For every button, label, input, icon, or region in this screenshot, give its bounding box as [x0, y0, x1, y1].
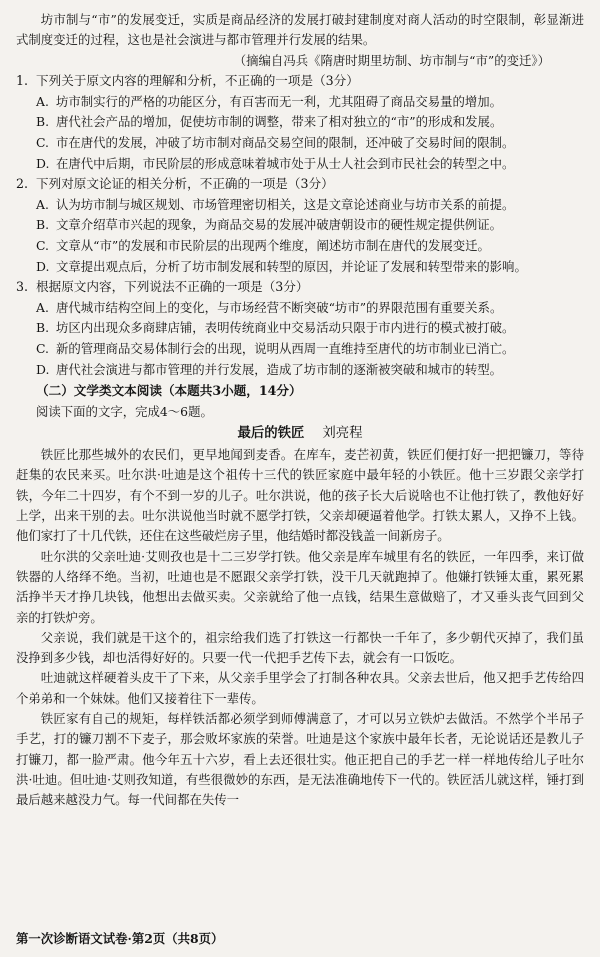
question-1	[16, 71, 584, 174]
option	[16, 318, 584, 339]
option	[16, 92, 584, 113]
option-letter: B.	[36, 217, 50, 233]
option-text: 在唐代中后期，市民阶层的形成意味着城市处于从士人社会到市民社会的转型之中。	[56, 155, 515, 171]
reading-instruction: 阅读下面的文字，完成4～6题。	[36, 404, 213, 420]
page-footer: 第一次诊断语文试卷·第2页（共8页）	[16, 931, 224, 946]
question-stem: 下列对原文论证的相关分析，不正确的一项是（3分）	[36, 176, 334, 192]
option-text: 文章从“市”的发展和市民阶层的出现两个维度，阐述坊市制在唐代的发展变迁。	[56, 237, 490, 253]
option-letter: D.	[36, 258, 50, 274]
question-3	[16, 277, 584, 380]
option	[16, 215, 584, 236]
story-paragraph: 铁匠比那些城外的农民们，更早地闻到麦香。在库车，麦芒初黄，铁匠们便打好一把把镰刀，等待赶集的农民来买。吐尔洪·吐迪是这个祖传十三代的铁匠家庭中最年轻的小铁匠。他十三岁跟父亲学打铁，今年二十四岁，有个不到一岁的儿子。吐尔洪说，他的孩子长大后说啥也不让他打铁了，教他好好上学，出来干别的去。吐尔洪说他当时就不愿学打铁，父亲却硬逼着他学。打铁太累人，又挣不上钱。他们家打了十几代铁，还住在这些破烂房子里，他结婚时都没钱盖一间新房子。	[16, 447, 584, 544]
option-letter: C.	[36, 340, 49, 356]
option-text: 文章介绍草市兴起的现象，为商品交易的发展冲破唐朝设市的硬性规定提供例证。	[56, 217, 503, 233]
story-title	[16, 422, 584, 445]
story-paragraph: 父亲说，我们就是干这个的，祖宗给我们选了打铁这一行都快一千年了，多少朝代灭掉了，我们虽没挣到多少钱，却也活得好好的。只要一代一代把手艺传下去，就会有一口饭吃。	[16, 629, 584, 666]
passage-conclusion: 坊市制与“市”的发展变迁，实质是商品经济的发展打破封建制度对商人活动的时空限制，彰显渐进式制度变迁的过程，这也是社会演进与都市管理并行发展的结果。	[16, 12, 584, 48]
option-letter: B.	[36, 114, 50, 130]
passage-citation: （摘编自冯兵《隋唐时期里坊制、坊市制与“市”的变迁》）	[233, 52, 550, 68]
story-author: 刘亮程	[322, 426, 363, 442]
question-2	[16, 174, 584, 277]
option-letter: A.	[36, 93, 49, 109]
option-letter: C.	[36, 135, 49, 150]
option	[16, 133, 584, 154]
question-stem: 根据原文内容，下列说法不正确的一项是（3分）	[36, 279, 309, 295]
story-paragraph: 吐迪就这样硬着头皮干了下来，从父亲手里学会了打制各种农具。父亲去世后，他又把手艺传给四个弟弟和一个妹妹。他们又接着往下一辈传。	[16, 670, 584, 706]
option-letter: D.	[36, 155, 50, 171]
option-letter: B.	[36, 320, 50, 336]
option	[16, 360, 584, 381]
option-text: 唐代城市结构空间上的变化，与市场经营不断突破“坊市”的界限范围有重要关系。	[56, 299, 503, 315]
option	[16, 236, 584, 257]
option-text: 唐代社会产品的增加，促使坊市制的调整，带来了相对独立的“市”的形成和发展。	[56, 114, 503, 130]
option	[16, 112, 584, 133]
option-text: 坊区内出现众多商肆店铺，表明传统商业中交易活动只限于市内进行的模式被打破。	[56, 320, 515, 336]
option	[16, 154, 584, 175]
question-number: 1.	[16, 73, 29, 89]
option-text: 认为坊市制与城区规划、市场管理密切相关，这是文章论述商业与坊市关系的前提。	[56, 196, 515, 212]
option	[16, 298, 584, 319]
story-paragraph: 铁匠家有自己的规矩，每样铁活都必须学到师傅满意了，才可以另立铁炉去做活。不然学个半吊子手艺，打的镰刀割不下麦子，那会败坏家族的荣誉。吐迪是这个家族中最年长者，无论说话还是教儿子打镰刀，都一脸严肃。他今年五十六岁，看上去还很壮实。他正把自己的手艺一样一样地传给儿子吐尔洪·吐迪。但吐迪·艾则孜知道，有些很微妙的东西，是无法准确地传下一代的。铁匠活儿就这样，锤打到最后越来越没力气。每一代间都在失传一	[16, 710, 584, 808]
option-letter: A.	[36, 299, 49, 315]
option-text: 新的管理商品交易体制行会的出现，说明从西周一直维持至唐代的坊市制业已消亡。	[56, 340, 515, 356]
question-number: 2.	[16, 176, 29, 192]
option	[16, 195, 584, 216]
option-letter: A.	[36, 196, 49, 212]
option-letter: C.	[36, 237, 49, 253]
option	[16, 257, 584, 278]
option-text: 市在唐代的发展，冲破了坊市制对商品交易空间的限制，还冲破了交易时间的限制。	[56, 135, 515, 150]
story-paragraph: 吐尔洪的父亲吐迪·艾则孜也是十二三岁学打铁。他父亲是库车城里有名的铁匠，一年四季，来订做铁器的人络绎不绝。当初，吐迪也是不愿跟父亲学打铁，没干几天就跑掉了。他嫌打铁锤太重，累死累活挣半天才挣几块钱，他想出去做买卖。父亲就给了他一点钱，结果生意做赔了，才又垂头丧气回到父亲的打铁炉旁。	[16, 548, 584, 625]
option-text: 坊市制实行的严格的功能区分，有百害而无一利，尤其阻碍了商品交易量的增加。	[56, 93, 503, 109]
story-title-text: 最后的铁匠	[237, 425, 305, 442]
option-text: 唐代社会演进与都市管理的并行发展，造成了坊市制的逐渐被突破和城市的转型。	[56, 361, 503, 377]
option	[16, 339, 584, 360]
option-letter: D.	[36, 361, 50, 377]
section-heading: （二）文学类文本阅读（本题共3小题，14分）	[36, 383, 302, 399]
option-text: 文章提出观点后，分析了坊市制发展和转型的原因，并论证了发展和转型带来的影响。	[56, 258, 527, 274]
question-stem: 下列关于原文内容的理解和分析，不正确的一项是（3分）	[36, 73, 359, 89]
question-number: 3.	[16, 279, 29, 295]
